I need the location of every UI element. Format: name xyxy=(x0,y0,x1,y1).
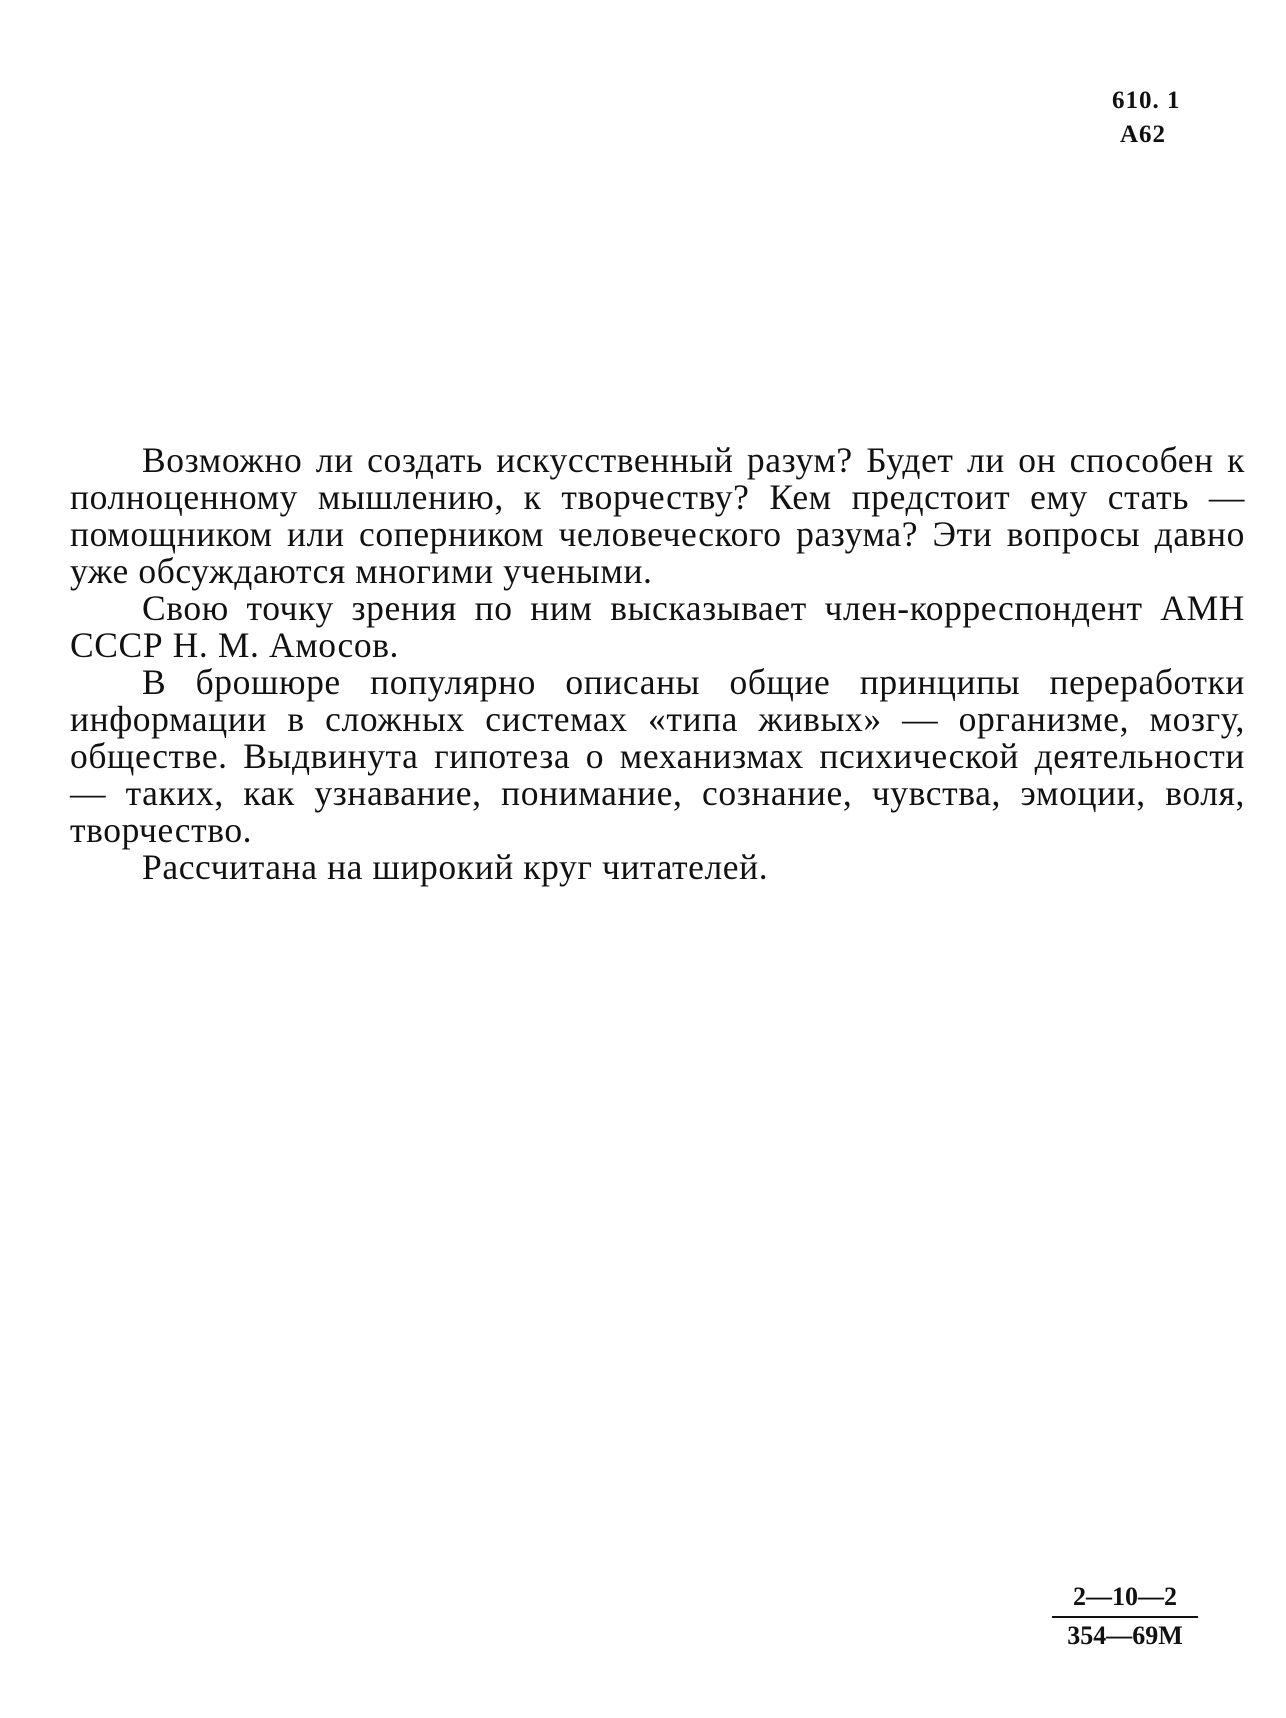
annotation-paragraph: В брошюре популярно описаны общие принципы переработки информации в сложных системах «типа живых» — организме, мозгу, обществе. Выдвинута гипотеза о механизмах психической деятельности — таких, как узнавание, понимание, сознание, чувства, эмоции, воля, творчество. xyxy=(70,662,1245,850)
annotation-paragraph: Рассчитана на широкий круг читателей. xyxy=(142,847,769,887)
publication-code xyxy=(1050,1580,1200,1653)
publication-code-numerator: 2—10—2 xyxy=(1073,1582,1177,1611)
annotation-paragraph: Свою точку зрения по ним высказывает член-корреспондент АМН СССР Н. М. Амосов. xyxy=(70,588,1245,665)
classification-index xyxy=(1108,84,1218,152)
udc-code: 610. 1 xyxy=(1112,87,1181,114)
annotation-paragraph: Возможно ли создать искусственный разум? Будет ли он способен к полноценному мышлению, к творчеству? Кем предстоит ему стать — помощником или соперником человеческого разума? Эти вопросы давно уже обсуждаются многими учеными. xyxy=(70,440,1245,591)
bbk-code: А62 xyxy=(1120,121,1167,148)
publication-code-denominator: 354—69М xyxy=(1067,1621,1183,1650)
annotation-text xyxy=(70,442,1245,886)
